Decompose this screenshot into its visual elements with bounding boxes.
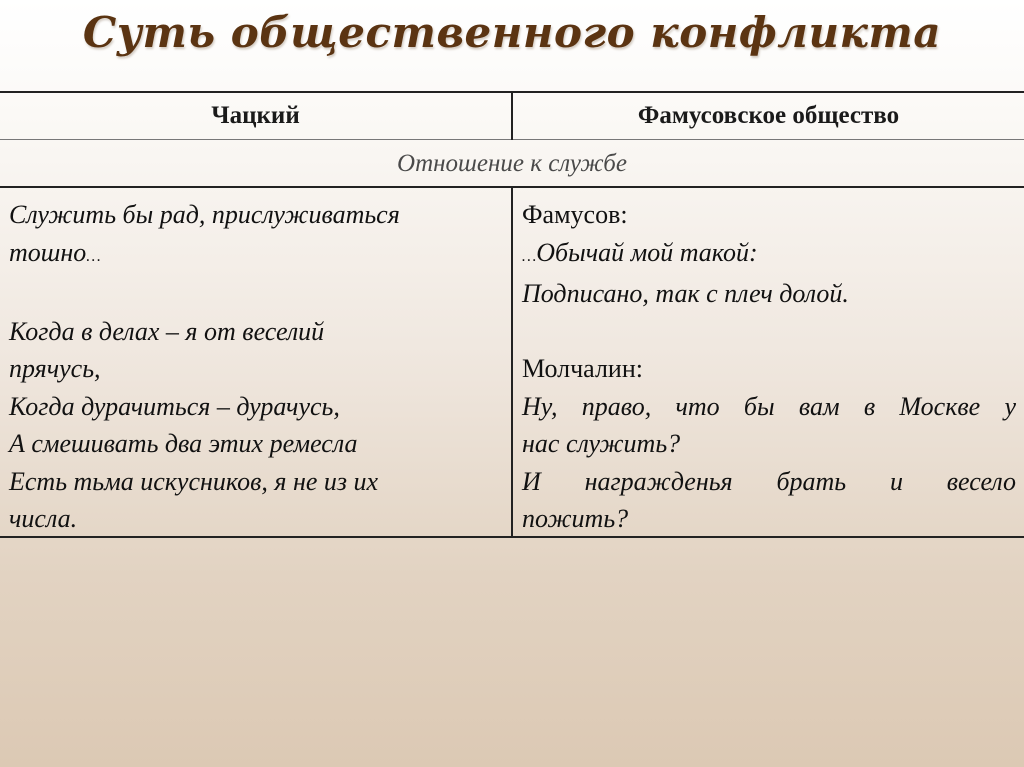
header-chatsky: Чацкий	[211, 102, 300, 129]
quote-line: А смешивать два этих ремесла	[9, 429, 358, 458]
blank-line	[9, 275, 489, 313]
ellipsis: …	[522, 247, 537, 265]
slide-title: Суть общественного конфликта	[82, 8, 942, 57]
speaker-molchalin: Молчалин:	[522, 354, 643, 383]
blank-line	[522, 313, 1016, 351]
quote-line: Когда дурачиться – дурачусь,	[9, 391, 340, 421]
header-famusov-society: Фамусовское общество	[637, 102, 900, 129]
chatsky-quote	[9, 196, 489, 538]
quote-line: пожить?	[522, 504, 629, 533]
section-title: Отношение к службе	[397, 150, 627, 177]
quote-line: Ну, право, что бы вам в Москве у	[522, 391, 1016, 421]
quote-line: Есть тьма искусников, я не из их	[9, 466, 379, 496]
quote-line: Служить бы рад, прислуживаться	[9, 200, 400, 229]
quote-line: числа.	[9, 504, 78, 533]
quote-line: тошно…	[9, 237, 101, 267]
ellipsis: …	[86, 247, 101, 265]
quote-line: прячусь,	[9, 354, 101, 383]
quote-line: Подписано, так с плеч долой.	[522, 279, 849, 308]
quote-line: нас служить?	[522, 429, 681, 458]
quote-line: Когда в делах – я от веселий	[9, 316, 325, 346]
speaker-famusov: Фамусов:	[522, 200, 628, 229]
quote-line: И награжденья брать и весело	[522, 466, 1016, 496]
quote-line: …Обычай мой такой:	[522, 237, 758, 267]
famusov-society-quotes	[522, 196, 1016, 538]
body-column-divider	[511, 187, 513, 537]
